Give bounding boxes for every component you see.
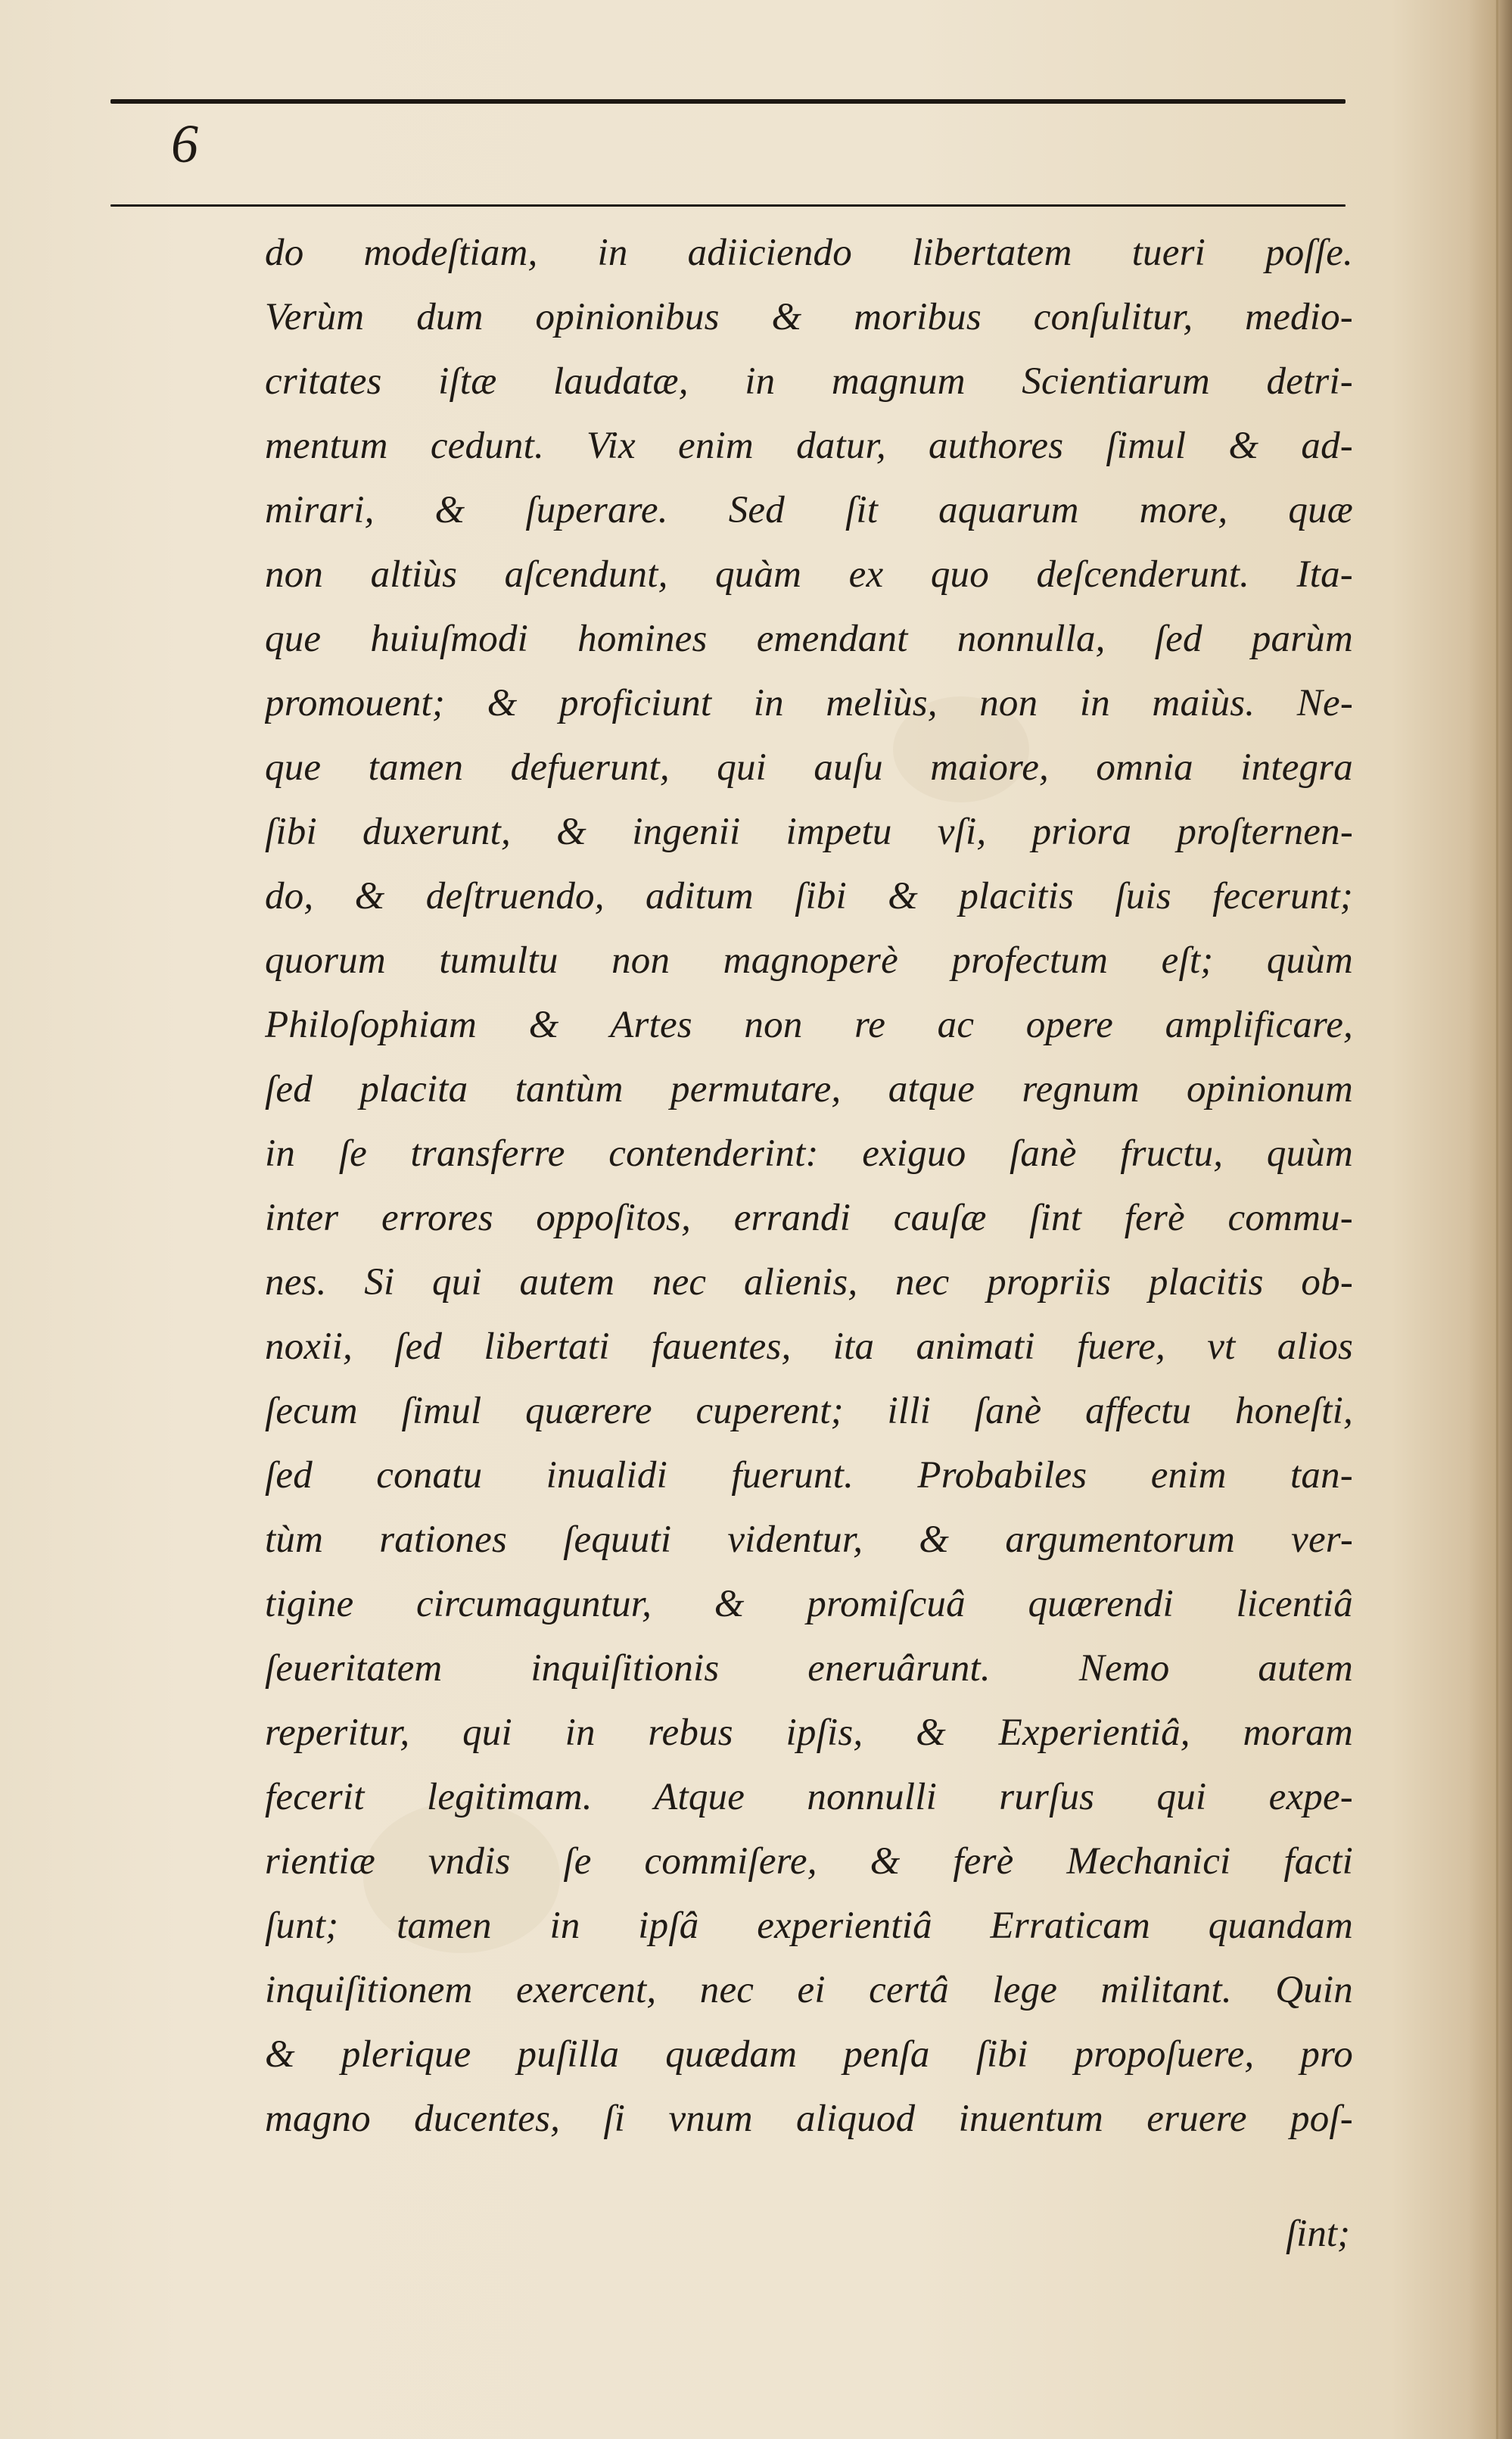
catchword: ſint;	[1286, 2213, 1350, 2255]
text-line: fecerit legitimam. Atque nonnulli rurſus qui expe-	[265, 1776, 1353, 1818]
text-line: reperitur, qui in rebus ipſis, & Experientiâ, moram	[265, 1712, 1353, 1754]
text-line: mirari, & ſuperare. Sed ſit aquarum more, quæ	[265, 489, 1353, 531]
page-number: 6	[171, 114, 198, 174]
text-line: ſed placita tantùm permutare, atque regnum opinionum	[265, 1068, 1353, 1110]
text-line: & plerique puſilla quædam penſa ſibi propoſuere, pro	[265, 2033, 1353, 2076]
text-line: tùm rationes ſequuti videntur, & argumentorum ver-	[265, 1519, 1353, 1561]
page-edge-shadow	[1468, 0, 1512, 2439]
text-line: magno ducentes, ſi vnum aliquod inuentum eruere poſ-	[265, 2098, 1353, 2140]
body-text	[265, 221, 1353, 2151]
text-line: Verùm dum opinionibus & moribus conſulitur, medio-	[265, 296, 1353, 338]
text-line: non altiùs aſcendunt, quàm ex quo deſcenderunt. Ita-	[265, 553, 1353, 596]
text-line: ſecum ſimul quærere cuperent; illi ſanè affectu honeſti,	[265, 1390, 1353, 1432]
text-line: Philoſophiam & Artes non re ac opere amplificare,	[265, 1004, 1353, 1046]
text-line: quorum tumultu non magnoperè profectum eſt; quùm	[265, 939, 1353, 982]
text-line: que tamen defuerunt, qui auſu maiore, omnia integra	[265, 746, 1353, 789]
text-line: promouent; & proficiunt in meliùs, non in maiùs. Ne-	[265, 682, 1353, 724]
text-line: ſed conatu inualidi fuerunt. Probabiles enim tan-	[265, 1454, 1353, 1497]
text-line: critates iſtæ laudatæ, in magnum Scientiarum detri-	[265, 360, 1353, 403]
text-line: inter errores oppoſitos, errandi cauſæ ſint ferè commu-	[265, 1197, 1353, 1239]
text-line: mentum cedunt. Vix enim datur, authores ſimul & ad-	[265, 425, 1353, 467]
text-line: ſunt; tamen in ipſâ experientiâ Erraticam quandam	[265, 1905, 1353, 1947]
text-line: inquiſitionem exercent, nec ei certâ lege militant. Quin	[265, 1969, 1353, 2011]
header-rule-top	[110, 99, 1346, 104]
text-line: que huiuſmodi homines emendant nonnulla, ſed parùm	[265, 618, 1353, 660]
text-line: noxii, ſed libertati fauentes, ita animati fuere, vt alios	[265, 1325, 1353, 1368]
text-line: ſeueritatem inquiſitionis eneruârunt. Nemo autem	[265, 1647, 1353, 1690]
text-line: do modeſtiam, in adiiciendo libertatem tueri poſſe.	[265, 232, 1353, 274]
text-line: in ſe transferre contenderint: exiguo ſanè fructu, quùm	[265, 1132, 1353, 1175]
text-line: nes. Si qui autem nec alienis, nec propriis placitis ob-	[265, 1261, 1353, 1304]
text-line: rientiæ vndis ſe commiſere, & ferè Mechanici facti	[265, 1840, 1353, 1883]
text-line: tigine circumaguntur, & promiſcuâ quærendi licentiâ	[265, 1583, 1353, 1625]
header-rule-bottom	[110, 204, 1346, 207]
text-line: ſibi duxerunt, & ingenii impetu vſi, priora proſternen-	[265, 811, 1353, 853]
text-line: do, & deſtruendo, aditum ſibi & placitis ſuis fecerunt;	[265, 875, 1353, 917]
page-edge-line	[1496, 0, 1498, 2439]
